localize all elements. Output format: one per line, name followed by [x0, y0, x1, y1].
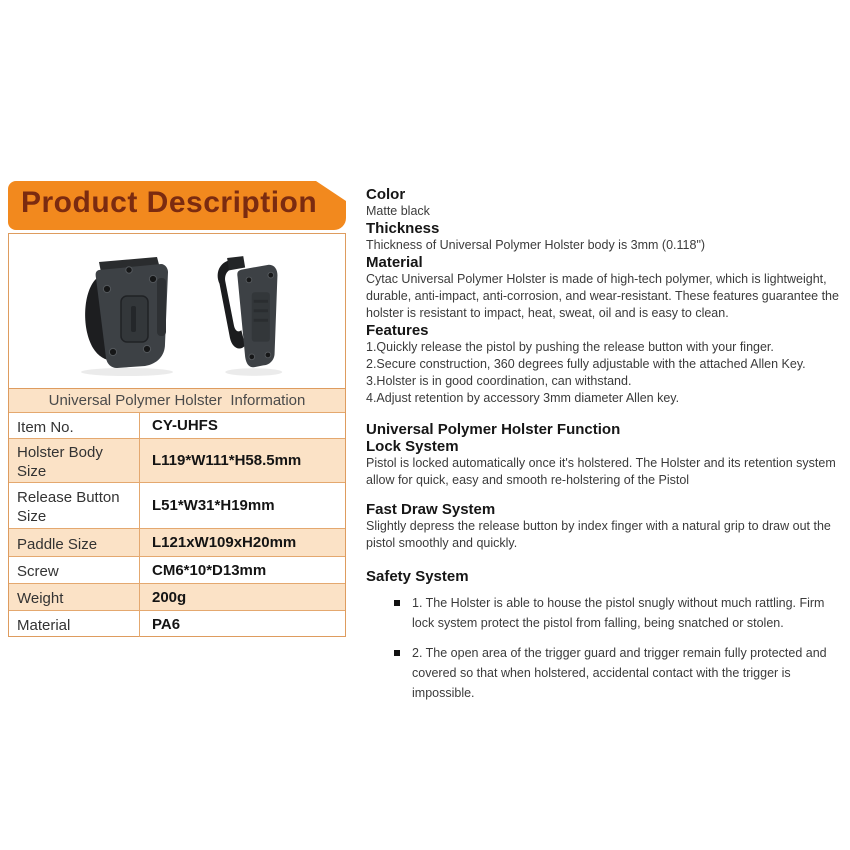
spec-value: PA6: [152, 615, 181, 633]
spec-label: Weight: [9, 584, 140, 610]
thickness-body: Thickness of Universal Polymer Holster body is 3mm (0.118"): [366, 238, 706, 252]
fast-draw-line: pistol smoothly and quickly.: [366, 536, 518, 550]
spec-panel: [8, 233, 346, 637]
lock-system-line: allow for quick, easy and smooth re-holstering of the Pistol: [366, 473, 690, 487]
safety-bullet-list: [366, 593, 850, 703]
safety-system-heading: Safety System: [366, 568, 469, 585]
bullet-line: 2. The open area of the trigger guard and trigger remain fully protected and: [412, 646, 827, 660]
table-row: [9, 610, 345, 637]
spec-label: Paddle Size: [9, 529, 140, 556]
fast-draw-heading: Fast Draw System: [366, 501, 496, 518]
holster-front-image: [68, 248, 180, 378]
table-row: [9, 583, 345, 610]
feature-item: 1.Quickly release the pistol by pushing the release button with your finger.: [366, 340, 774, 354]
spec-value: CY-UHFS: [152, 417, 218, 434]
function-section-title: Universal Polymer Holster Function: [366, 421, 621, 438]
table-row: [9, 412, 345, 438]
material-heading: Material: [366, 254, 423, 271]
lock-system-heading: Lock System: [366, 438, 459, 455]
square-bullet-icon: [394, 600, 400, 606]
feature-item: 3.Holster is in good coordination, can withstand.: [366, 374, 632, 388]
table-row: [9, 528, 345, 556]
bullet-text: [412, 643, 827, 703]
spec-label: Item No.: [9, 413, 140, 438]
spec-value: L119*W111*H58.5mm: [152, 452, 302, 469]
bullet-line: covered so that when holstered, accidental contact with the trigger is: [412, 666, 791, 680]
color-heading: Color: [366, 186, 406, 203]
banner-title: Product Description: [21, 186, 318, 219]
spec-label: Screw: [9, 557, 140, 583]
holster-side-image: [210, 254, 286, 378]
feature-item: 4.Adjust retention by accessory 3mm diameter Allen key.: [366, 391, 680, 405]
spec-label: Holster Body Size: [9, 439, 140, 482]
spec-value: CM6*10*D13mm: [152, 561, 267, 579]
square-bullet-icon: [394, 650, 400, 656]
fast-draw-line: Slightly depress the release button by index finger with a natural grip to draw out the: [366, 519, 831, 533]
table-row: [9, 438, 345, 482]
features-heading: Features: [366, 322, 429, 339]
spec-table-title: Universal Polymer Holster Information: [9, 388, 345, 412]
bullet-line: 1. The Holster is able to house the pistol snugly without much rattling. Firm: [412, 596, 825, 610]
bullet-line: lock system protect the pistol from falling, being snatched or stolen.: [412, 616, 784, 630]
material-body-line: durable, anti-impact, anti-corrosion, and wear-resistant. These features guarantee the: [366, 289, 839, 303]
lock-system-line: Pistol is locked automatically once it's holstered. The Holster and its retention system: [366, 456, 836, 470]
list-item: [366, 643, 850, 703]
spec-label: Release Button Size: [9, 483, 140, 528]
product-image-panel: [9, 234, 345, 388]
color-body: Matte black: [366, 204, 430, 218]
spec-value: L51*W31*H19mm: [152, 497, 275, 514]
table-row: [9, 556, 345, 583]
spec-label: Material: [9, 611, 140, 637]
bullet-line: impossible.: [412, 686, 475, 700]
spec-value: 200g: [152, 588, 187, 606]
spec-value: L121xW109xH20mm: [152, 534, 297, 551]
thickness-heading: Thickness: [366, 220, 440, 237]
banner-corner-bevel: [316, 181, 346, 201]
material-body-line: Cytac Universal Polymer Holster is made of high-tech polymer, which is lightweight,: [366, 272, 827, 286]
table-row: [9, 482, 345, 528]
product-description-banner: [8, 181, 346, 230]
list-item: [366, 593, 850, 633]
feature-item: 2.Secure construction, 360 degrees fully adjustable with the attached Allen Key.: [366, 357, 806, 371]
bullet-text: [412, 593, 824, 633]
details-panel: [366, 186, 850, 713]
material-body-line: holster is resistant to impact, heat, sweat, oil and is easy to clean.: [366, 306, 729, 320]
